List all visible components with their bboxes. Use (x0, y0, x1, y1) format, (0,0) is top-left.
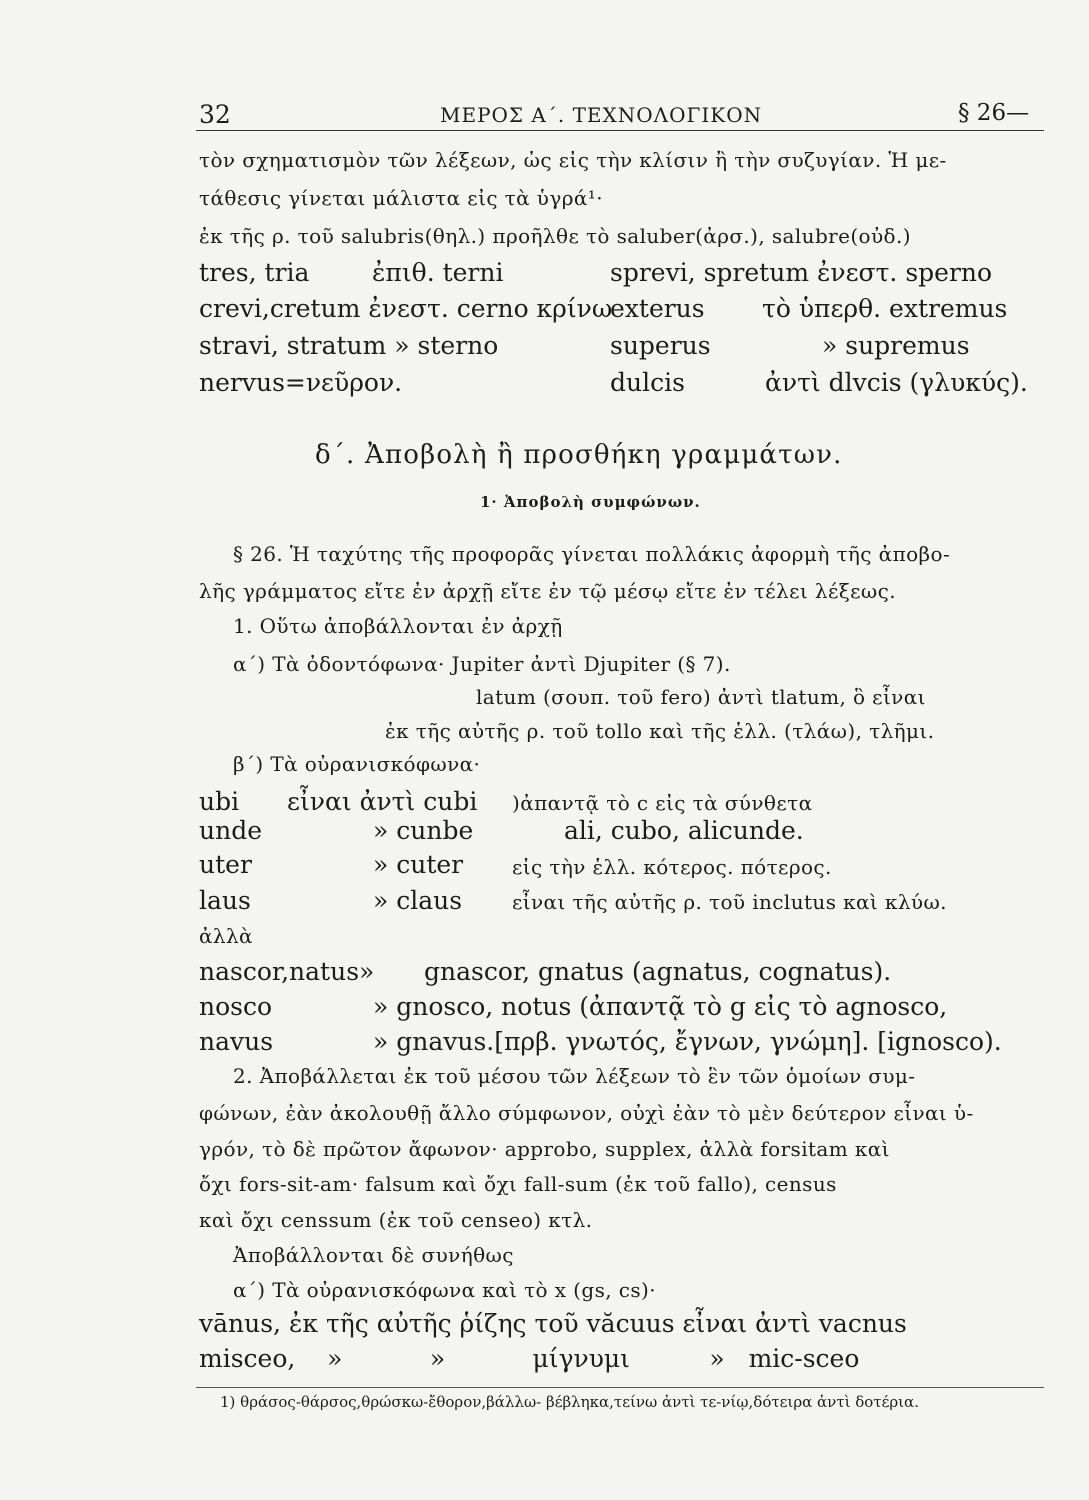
section-heading: δ΄. Ἀποβολὴ ἢ προσθήκη γραμμάτων. (315, 440, 843, 470)
table-cell: εἶναι ἀντὶ cubi (287, 787, 478, 816)
subsection-heading: 1· Ἀποβολὴ συμφώνων. (480, 493, 701, 511)
table-cell: superus (610, 331, 711, 360)
page-number: 32 (199, 100, 231, 129)
text-line: vānus, ἐκ τῆς αὐτῆς ῥίζης τοῦ văcuus εἶναι ἀντὶ vacnus (199, 1309, 907, 1338)
header-rule (196, 130, 1044, 131)
table-cell: crevi,cretum ἐνεστ. cerno κρίνω (199, 294, 613, 323)
table-cell: » supremus (822, 331, 970, 360)
table-cell: ubi (199, 787, 240, 816)
table-cell: tres, tria (199, 258, 310, 287)
text-line: 1. Οὕτω ἀποβάλλονται ἐν ἀρχῇ (233, 614, 563, 638)
table-cell: gnascor, gnatus (agnatus, cognatus). (424, 957, 892, 986)
table-cell: » gnavus.[πρβ. γνωτός, ἔγνων, γνώμη]. [ignosco). (373, 1027, 1002, 1056)
section-ref: § 26— (958, 100, 1030, 126)
table-cell: nascor,natus» (199, 957, 375, 986)
footnote: 1) θράσος-θάρσος,θρώσκω-ἔθορον,βάλλω- βέβληκα,τείνω ἀντὶ τε-νίῳ,δότειρα ἀντὶ δοτέρια. (220, 1393, 919, 1411)
text-line: ἐκ τῆς αὐτῆς ρ. τοῦ tollo καὶ τῆς ἑλλ. (τλάω), τλῆμι. (385, 719, 935, 743)
table-cell: εἰς τὴν ἑλλ. κότερος. πότερος. (512, 855, 832, 879)
text-line: 2. Ἀποβάλλεται ἐκ τοῦ μέσου τῶν λέξεων τὸ ἓν τῶν ὁμοίων συμ- (233, 1064, 916, 1088)
table-cell: » gnosco, notus (ἀπαντᾷ τὸ g εἰς τὸ agnosco, (373, 992, 948, 1021)
table-cell: sprevi, spretum ἐνεστ. sperno (610, 258, 993, 287)
text-line: α΄) Τὰ οὐρανισκόφωνα καὶ τὸ x (gs, cs)· (233, 1278, 656, 1302)
table-cell: » claus (373, 886, 463, 915)
table-cell: ἀλλὰ (199, 924, 253, 948)
table-cell: unde (199, 816, 263, 845)
text-line: β΄) Τὰ οὐρανισκόφωνα· (233, 752, 481, 776)
table-cell: ἐπιθ. terni (372, 258, 504, 287)
table-cell: exterus (610, 294, 705, 323)
text-line: Ἀποβάλλονται δὲ συνήθως (233, 1243, 514, 1267)
table-cell: ali, cubo, alicunde. (564, 816, 804, 845)
text-line: καὶ ὄχι censsum (ἐκ τοῦ censeo) κτλ. (199, 1208, 593, 1232)
text-line: α΄) Τὰ ὀδοντόφωνα· Jupiter ἀντὶ Djupiter (§ 7). (233, 652, 731, 676)
table-cell: dulcis (610, 368, 685, 397)
running-title: ΜΕΡΟΣ Α΄. ΤΕΧΝΟΛΟΓΙΚΟΝ (440, 103, 763, 127)
table-cell: τὸ ὑπερθ. extremus (762, 294, 1008, 323)
table-cell: ἀντὶ dlvcis (γλυκύς). (765, 368, 1028, 397)
text-line: ἐκ τῆς ρ. τοῦ salubris(θηλ.) προῆλθε τὸ saluber(ἀρσ.), salubre(οὐδ.) (199, 224, 911, 248)
text-line: λῆς γράμματος εἴτε ἐν ἀρχῇ εἴτε ἐν τῷ μέσῳ εἴτε ἐν τέλει λέξεως. (199, 579, 896, 603)
table-cell: nervus=νεῦρον. (199, 368, 403, 397)
text-line: γρόν, τὸ δὲ πρῶτον ἄφωνον· approbo, supplex, ἀλλὰ forsitam καὶ (199, 1137, 890, 1161)
text-line: φώνων, ἐὰν ἀκολουθῇ ἄλλο σύμφωνον, οὐχὶ ἐὰν τὸ μὲν δεύτερον εἶναι ὑ- (199, 1101, 974, 1125)
footnote-rule (196, 1387, 1044, 1388)
table-cell: » cunbe (373, 816, 474, 845)
table-cell: stravi, stratum » sterno (199, 331, 499, 360)
table-cell: nosco (199, 992, 273, 1021)
table-cell: laus (199, 886, 251, 915)
text-line: misceo, » » μίγνυμι » mic-sceo (199, 1344, 860, 1373)
table-cell: navus (199, 1027, 274, 1056)
text-line: τάθεσις γίνεται μάλιστα εἰς τὰ ὑγρά¹· (199, 186, 603, 210)
text-line: ὄχι fors-sit-am· falsum καὶ ὄχι fall-sum (ἐκ τοῦ fallo), census (199, 1172, 837, 1196)
table-cell: εἶναι τῆς αὐτῆς ρ. τοῦ inclutus καὶ κλύω. (512, 890, 947, 914)
table-cell: uter (199, 850, 252, 879)
text-line: latum (σουπ. τοῦ fero) ἀντὶ tlatum, ὃ εἶναι (476, 685, 926, 709)
table-cell: )ἀπαντᾷ τὸ c εἰς τὰ σύνθετα (512, 791, 813, 815)
text-line: τὸν σχηματισμὸν τῶν λέξεων, ὡς εἰς τὴν κλίσιν ἢ τὴν συζυγίαν. Ἡ με- (199, 148, 947, 172)
text-line: § 26. Ἡ ταχύτης τῆς προφορᾶς γίνεται πολλάκις ἀφορμὴ τῆς ἀποβο- (233, 542, 951, 566)
table-cell: » cuter (373, 850, 464, 879)
